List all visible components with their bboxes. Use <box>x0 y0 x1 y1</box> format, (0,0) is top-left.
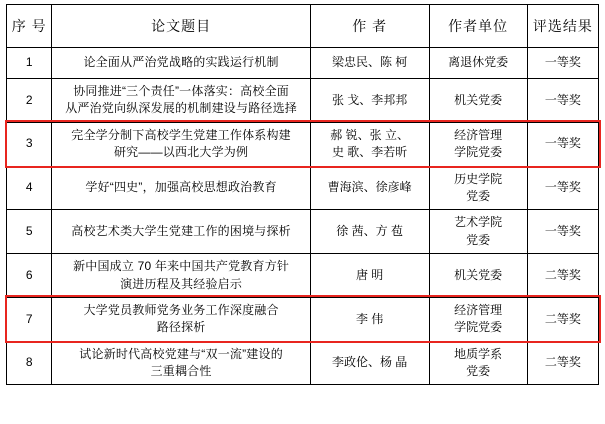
cell-title <box>52 122 310 166</box>
paper-award-table <box>6 4 599 385</box>
cell-unit-line2: 党委 <box>466 364 491 379</box>
cell-result: 二等奖 <box>527 297 598 341</box>
table-row <box>7 79 599 123</box>
cell-result: 一等奖 <box>527 79 598 123</box>
cell-unit: 机关党委 <box>429 254 527 298</box>
cell-result: 一等奖 <box>527 122 598 166</box>
cell-title-line1: 新中国成立 70 年来中国共产党教育方针 <box>73 259 290 274</box>
table-row <box>7 48 599 79</box>
cell-title-line1: 协同推进“三个责任”一体落实：高校全面 <box>73 84 289 98</box>
table-row <box>7 341 599 385</box>
cell-authors: 张 戈、李邦邦 <box>310 79 429 123</box>
table-row-highlighted <box>7 297 599 341</box>
cell-no: 4 <box>7 166 52 210</box>
cell-unit-line1: 历史学院 <box>454 171 503 186</box>
cell-no: 1 <box>7 48 52 79</box>
table-row <box>7 210 599 254</box>
table-row-highlighted <box>7 122 599 166</box>
header-cell-authors: 作 者 <box>310 5 429 48</box>
cell-unit-line2: 学院党委 <box>454 145 503 160</box>
cell-unit <box>429 210 527 254</box>
cell-title-line2: 从严治党向纵深发展的机制建设与路径选择 <box>65 101 297 116</box>
cell-title <box>52 297 310 341</box>
cell-authors <box>310 122 429 166</box>
cell-no: 5 <box>7 210 52 254</box>
cell-result: 一等奖 <box>527 166 598 210</box>
cell-unit <box>429 122 527 166</box>
cell-title-line1: 试论新时代高校党建与“双一流”建设的 <box>79 346 283 361</box>
cell-title: 高校艺术类大学生党建工作的困境与探析 <box>52 210 310 254</box>
table-header <box>7 5 599 48</box>
cell-unit-line2: 学院党委 <box>454 320 503 335</box>
cell-result: 一等奖 <box>527 210 598 254</box>
cell-authors: 梁忠民、陈 柯 <box>310 48 429 79</box>
cell-title <box>52 79 310 123</box>
header-cell-result: 评选结果 <box>527 5 598 48</box>
cell-unit <box>429 297 527 341</box>
cell-unit-line2: 党委 <box>466 232 491 247</box>
cell-title-line2: 演进历程及其经验启示 <box>120 276 243 291</box>
cell-authors-line2: 史 歌、李若昕 <box>331 145 408 160</box>
cell-no: 3 <box>7 122 52 166</box>
cell-title-line1: 完全学分制下高校学生党建工作体系构建 <box>71 127 291 142</box>
cell-unit-line1: 经济管理 <box>454 302 503 317</box>
cell-unit <box>429 166 527 210</box>
cell-unit-line1: 地质学系 <box>454 346 503 361</box>
cell-authors-line1: 郝 锐、张 立、 <box>330 127 409 142</box>
cell-authors: 唐 明 <box>310 254 429 298</box>
table-row <box>7 254 599 298</box>
cell-authors: 李 伟 <box>310 297 429 341</box>
cell-result: 二等奖 <box>527 341 598 385</box>
cell-unit: 机关党委 <box>429 79 527 123</box>
cell-no: 8 <box>7 341 52 385</box>
cell-result: 二等奖 <box>527 254 598 298</box>
header-cell-title: 论文题目 <box>52 5 310 48</box>
table-body <box>7 48 599 385</box>
cell-title-line2: 三重耦合性 <box>150 364 212 379</box>
cell-title <box>52 254 310 298</box>
cell-unit-line1: 经济管理 <box>454 127 503 142</box>
cell-result: 一等奖 <box>527 48 598 79</box>
cell-unit-line2: 党委 <box>466 188 491 203</box>
cell-title: 学好“四史”，加强高校思想政治教育 <box>52 166 310 210</box>
header-cell-unit: 作者单位 <box>429 5 527 48</box>
cell-title-line1: 大学党员教师党务业务工作深度融合 <box>83 302 279 317</box>
cell-title: 论全面从严治党战略的实践运行机制 <box>52 48 310 79</box>
cell-no: 6 <box>7 254 52 298</box>
cell-authors: 曹海滨、徐彦峰 <box>310 166 429 210</box>
cell-unit <box>429 341 527 385</box>
cell-no: 2 <box>7 79 52 123</box>
cell-unit: 离退休党委 <box>429 48 527 79</box>
table-row <box>7 166 599 210</box>
cell-title <box>52 341 310 385</box>
cell-unit-line1: 艺术学院 <box>454 215 503 230</box>
cell-title-line2: 研究——以西北大学为例 <box>113 145 249 160</box>
cell-title-line2: 路径探析 <box>156 320 206 335</box>
cell-authors: 徐 茜、方 苞 <box>310 210 429 254</box>
header-cell-no: 序 号 <box>7 5 52 48</box>
cell-authors: 李政伦、杨 晶 <box>310 341 429 385</box>
cell-no: 7 <box>7 297 52 341</box>
header-row <box>7 5 599 48</box>
